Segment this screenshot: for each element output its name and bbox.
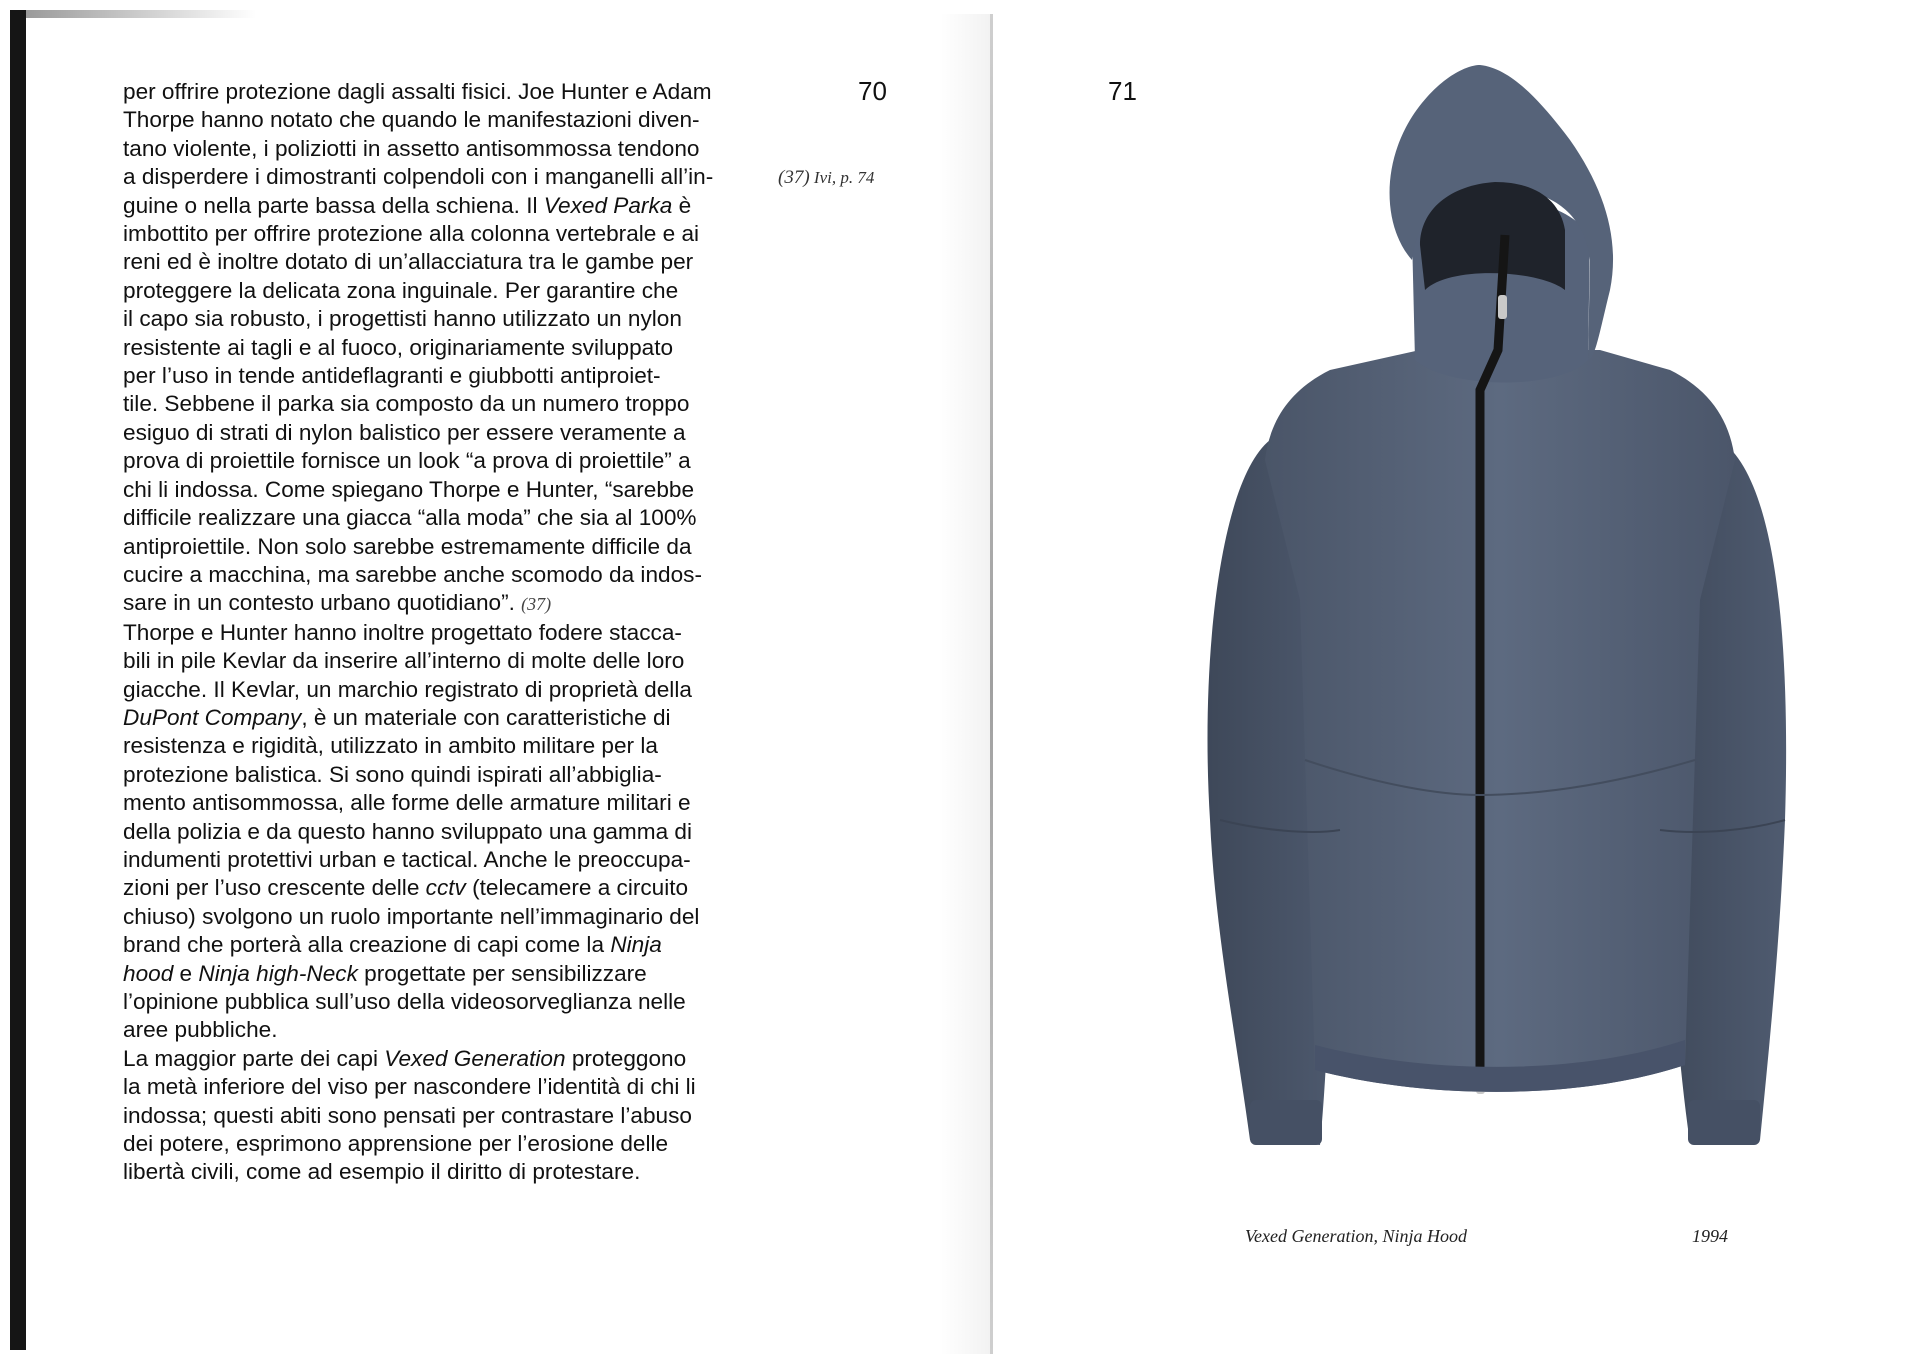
text-segment: è [672,192,692,218]
text-segment: resistente ai tagli e al fuoco, originariamente sviluppato [123,334,674,360]
text-line [123,533,755,561]
footnote-reference: (37) [521,594,552,615]
text-segment: chi li indossa. Come spiegano Thorpe e Hunter, “sarebbe [123,476,695,502]
text-segment: Thorpe e Hunter hanno inoltre progettato fodere stacca- [123,619,682,645]
page-top-shadow [26,10,256,18]
text-segment: chiuso) svolgono un ruolo importante nell’immaginario del [123,903,700,929]
text-line [123,277,755,305]
text-segment: protezione balistica. Si sono quindi ispirati all’abbiglia- [123,761,662,787]
text-segment: indossa; questi abiti sono pensati per contrastare l’abuso [123,1102,692,1128]
text-segment: della polizia e da questo hanno sviluppato una gamma di [123,818,693,844]
text-line [123,248,755,276]
text-segment: proteggono [565,1045,687,1071]
text-line [123,589,755,618]
text-line [123,476,755,504]
text-line [123,676,755,704]
text-line [123,135,755,163]
text-line [123,761,755,789]
text-line [123,960,755,988]
text-line [123,619,755,647]
text-line [123,818,755,846]
jacket-body [1265,350,1735,1092]
footnote [778,167,874,189]
text-line [123,647,755,675]
text-segment: sare in un contesto urbano quotidiano”. [123,590,522,616]
text-segment: brand che porterà alla creazione di capi come la [123,932,611,958]
text-line [123,1016,755,1044]
text-line [123,106,755,134]
text-segment: l’opinione pubblica sull’uso della videosorveglianza nelle [123,989,686,1014]
photo-caption-year: 1994 [1692,1226,1728,1246]
text-segment: La maggior parte dei capi [123,1045,385,1071]
text-line [123,1073,755,1101]
text-segment: prova di proiettile fornisce un look “a prova di proiettile” a [123,448,691,474]
paragraph [123,78,755,619]
text-segment: dei potere, esprimono apprensione per l’erosione delle [123,1131,669,1157]
page-number-left: 70 [858,76,887,106]
text-line [123,903,755,931]
text-line [123,192,755,220]
text-line [123,846,755,874]
text-line [123,931,755,959]
text-segment: giacche. Il Kevlar, un marchio registrato di proprietà della [123,676,692,702]
text-segment: proteggere la delicata zona inguinale. Per garantire che [123,277,679,303]
italic-term: Vexed Generation [384,1045,566,1071]
italic-term: Vexed Parka [543,192,673,218]
paragraph [123,619,755,1045]
text-segment: mento antisommossa, alle forme delle armature militari e [123,790,691,816]
text-line [123,732,755,760]
text-segment: zioni per l’uso crescente delle [123,875,426,901]
italic-term: hood [123,960,174,986]
body-text [123,78,755,1187]
text-segment: il capo sia robusto, i progettisti hanno utilizzato un nylon [123,306,682,332]
zipper-pull-top [1498,295,1507,319]
page-number-right: 71 [1108,76,1137,106]
italic-term: Ninja high-Neck [198,960,358,986]
text-segment: libertà civili, come ad esempio il diritto di protestare. [123,1159,641,1185]
footnote-number: (37) [778,167,810,188]
text-segment: cucire a macchina, ma sarebbe anche scomodo da indos- [123,561,702,587]
text-line [123,988,755,1016]
book-left-edge [10,10,26,1350]
photo-caption-title: Vexed Generation, Ninja Hood [1245,1226,1467,1246]
text-segment: tano violente, i poliziotti in assetto antisommossa tendono [123,135,700,161]
text-segment: antiproiettile. Non solo sarebbe estremamente difficile da [123,533,692,559]
text-line [123,334,755,362]
text-segment: difficile realizzare una giacca “alla moda” che sia al 100% [123,505,697,531]
text-line [123,78,755,106]
text-line [123,1045,755,1073]
text-segment: esiguo di strati di nylon balistico per essere veramente a [123,419,686,445]
text-segment: aree pubbliche. [123,1017,278,1043]
text-line [123,362,755,390]
text-segment: a disperdere i dimostranti colpendoli con i manganelli all’in- [123,164,714,190]
gutter-shadow [940,14,990,1354]
italic-term: Ninja [610,932,662,958]
text-segment: Thorpe hanno notato che quando le manifestazioni diven- [123,107,700,133]
text-line [123,419,755,447]
text-segment: tile. Sebbene il parka sia composto da un numero troppo [123,391,690,417]
text-line [123,163,755,191]
paragraph [123,1045,755,1187]
text-segment: reni ed è inoltre dotato di un’allacciatura tra le gambe per [123,249,694,275]
text-segment: guine o nella parte bassa della schiena. Il [123,192,544,218]
text-segment: bili in pile Kevlar da inserire all’interno di molte delle loro [123,648,685,674]
text-segment: per offrire protezione dagli assalti fisici. Joe Hunter e Adam [123,79,712,104]
text-line [123,1102,755,1130]
text-segment: progettate per sensibilizzare [357,960,647,986]
footnote-text: Ivi, p. 74 [813,168,875,187]
italic-term: cctv [425,875,466,901]
text-line [123,447,755,475]
jacket-photo [1180,60,1820,1200]
text-line [123,504,755,532]
text-segment: (telecamere a circuito [465,875,689,901]
italic-term: DuPont Company [123,704,302,730]
text-line [123,390,755,418]
text-segment: indumenti protettivi urban e tactical. Anche le preoccupa- [123,846,691,872]
text-line [123,305,755,333]
text-segment: , è un materiale con caratteristiche di [301,704,671,730]
text-segment: e [173,960,199,986]
text-segment: imbottito per offrire protezione alla colonna vertebrale e ai [123,221,700,247]
text-line [123,874,755,902]
text-segment: resistenza e rigidità, utilizzato in ambito militare per la [123,733,658,759]
text-line [123,789,755,817]
text-segment: la metà inferiore del viso per nascondere l’identità di chi li [123,1074,696,1100]
text-segment: per l’uso in tende antideflagranti e giubbotti antiproiet- [123,363,661,389]
book-gutter [990,14,993,1354]
text-line [123,1130,755,1158]
text-line [123,1158,755,1186]
text-line [123,220,755,248]
text-line [123,704,755,732]
text-line [123,561,755,589]
